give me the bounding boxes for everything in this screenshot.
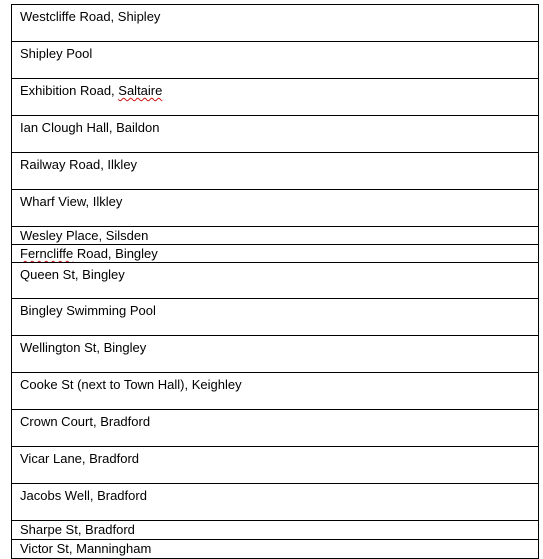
table-row xyxy=(12,484,539,521)
table-row xyxy=(12,245,539,263)
cell-text: Queen St, Bingley xyxy=(20,267,125,282)
table-row xyxy=(12,42,539,79)
table-row xyxy=(12,521,539,540)
table-row xyxy=(12,79,539,116)
table-cell[interactable] xyxy=(12,42,539,79)
table-cell[interactable] xyxy=(12,245,539,263)
table-cell[interactable] xyxy=(12,410,539,447)
cell-text: Wharf View, Ilkley xyxy=(20,194,123,209)
cell-text: Bingley Swimming Pool xyxy=(20,303,156,318)
table-row xyxy=(12,116,539,153)
table-cell[interactable] xyxy=(12,299,539,336)
table-cell[interactable] xyxy=(12,153,539,190)
table-cell[interactable] xyxy=(12,5,539,42)
table-row xyxy=(12,410,539,447)
cell-text: Westcliffe Road, Shipley xyxy=(20,9,161,24)
table-row xyxy=(12,227,539,245)
table-cell[interactable] xyxy=(12,190,539,227)
table-cell[interactable] xyxy=(12,227,539,245)
spelling-flag: Ferncliffe xyxy=(20,246,74,261)
cell-text: Wesley Place, Silsden xyxy=(20,228,149,243)
table-row xyxy=(12,373,539,410)
cell-text: Victor St, Manningham xyxy=(20,541,152,556)
table-cell[interactable] xyxy=(12,263,539,299)
cell-text: Ian Clough Hall, Baildon xyxy=(20,120,160,135)
spelling-flag: Saltaire xyxy=(118,83,163,98)
table-row xyxy=(12,336,539,373)
location-table xyxy=(11,4,539,559)
table-cell[interactable] xyxy=(12,540,539,559)
table-cell[interactable] xyxy=(12,447,539,484)
cell-text: Wellington St, Bingley xyxy=(20,340,147,355)
table-cell[interactable] xyxy=(12,373,539,410)
cell-text: Crown Court, Bradford xyxy=(20,414,151,429)
table-row xyxy=(12,263,539,299)
table-cell[interactable] xyxy=(12,116,539,153)
cell-text: Cooke St (next to Town Hall), Keighley xyxy=(20,377,242,392)
cell-text: Shipley Pool xyxy=(20,46,93,61)
table-row xyxy=(12,5,539,42)
cell-text: Vicar Lane, Bradford xyxy=(20,451,139,466)
cell-text: Exhibition Road, xyxy=(20,83,119,98)
table-row xyxy=(12,540,539,559)
cell-text: Sharpe St, Bradford xyxy=(20,522,135,537)
table-cell[interactable] xyxy=(12,484,539,521)
cell-text: Jacobs Well, Bradford xyxy=(20,488,147,503)
cell-text: Railway Road, Ilkley xyxy=(20,157,138,172)
table-cell[interactable] xyxy=(12,79,539,116)
cell-text: Road, Bingley xyxy=(73,246,158,261)
table-row xyxy=(12,190,539,227)
table-row xyxy=(12,447,539,484)
table-cell[interactable] xyxy=(12,336,539,373)
table-cell[interactable] xyxy=(12,521,539,540)
table-row xyxy=(12,299,539,336)
table-row xyxy=(12,153,539,190)
